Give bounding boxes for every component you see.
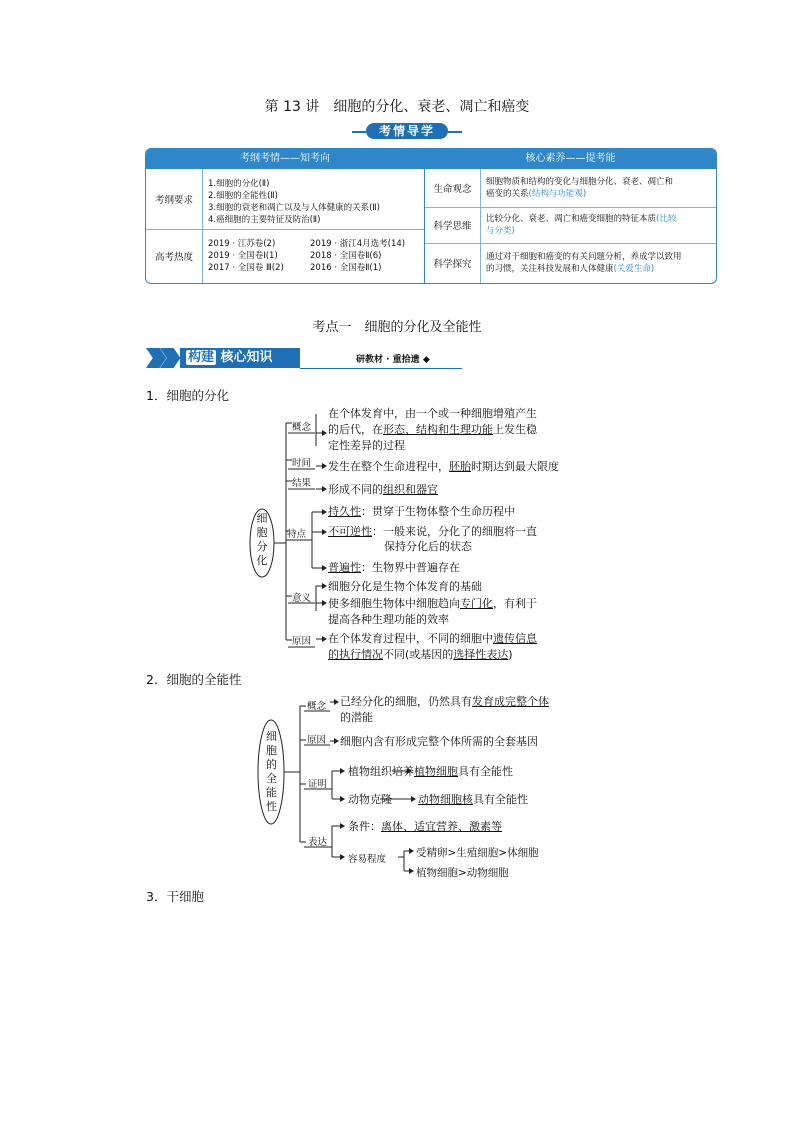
heading-differentiation: 1．细胞的分化	[146, 388, 229, 403]
concept2-line2: 的潜能	[340, 711, 373, 724]
express-4: 植物细胞>动物细胞	[416, 867, 509, 879]
label-time: 时间	[292, 458, 312, 469]
text-science-thinking: 比较分化、衰老、凋亡和癌变细胞的特征本质(比较 与分类)	[486, 214, 677, 236]
label-concept: 概念	[292, 422, 312, 433]
label-proof: 证明	[308, 779, 328, 790]
proof-2-b: 动物细胞核具有全能性	[418, 793, 528, 806]
heading-stem-cells: 3．干细胞	[146, 889, 204, 904]
label-life-concept: 生命观念	[433, 184, 472, 195]
reason-2: 的执行情况不同(或基因的选择性表达)	[328, 648, 513, 661]
banner-label: 考情导学	[366, 123, 448, 139]
feature-3: 普遍性：生物界中普遍存在	[328, 561, 460, 574]
row-label-requirements: 考纲要求	[154, 195, 193, 206]
proof-1-a: 植物组织培养	[348, 765, 414, 778]
proof-2-a: 动物克隆	[348, 793, 392, 806]
bar-label: 构建 核心知识	[180, 348, 300, 368]
feature-2: 不可逆性：一般来说，分化了的细胞将一直	[328, 525, 537, 538]
diagram2-center: 细胞的全能性	[266, 730, 277, 813]
time-text: 发生在整个生命进程中，胚胎时期达到最大限度	[328, 460, 559, 473]
proof-1-b: 植物细胞具有全能性	[414, 765, 513, 778]
label-meaning: 意义	[292, 593, 312, 604]
label-concept-2: 概念	[307, 701, 327, 712]
heat-list-right: 2019 · 浙江4月选考(14) 2018 · 全国卷Ⅱ(6) 2016 · 全国卷Ⅱ(1)	[310, 239, 406, 273]
diagram1-center: 细胞分化	[256, 512, 268, 567]
label-result: 结果	[292, 478, 312, 489]
row-label-heat: 高考热度	[154, 252, 193, 263]
section-title: 考点一 细胞的分化及全能性	[312, 320, 482, 335]
express-2: 容易程度	[348, 854, 387, 865]
label-reason-2: 原因	[307, 735, 327, 746]
meaning-1: 细胞分化是生物个体发育的基础	[328, 580, 482, 593]
text-science-inquiry: 通过对干细胞和癌变的有关问题分析，养成学以致用 的习惯，关注科技发展和人体健康(关爱生命)	[486, 252, 682, 274]
requirements-list: 1.细胞的分化(Ⅱ) 2.细胞的全能性(Ⅱ) 3.细胞的衰老和凋亡以及与人体健康的关系(Ⅱ) 4.癌细胞的主要特征及防治(Ⅱ)	[208, 179, 380, 225]
bar-right-text: 研教材 · 重拾遗 ◆	[356, 355, 430, 365]
meaning-2: 使多细胞生物体中细胞趋向专门化，有利于	[328, 597, 537, 610]
concept-line1: 在个体发育中，由一个或一种细胞增殖产生	[328, 407, 537, 420]
concept-line3: 定性差异的过程	[328, 439, 405, 452]
express-1: 条件：离体、适宜营养、激素等	[348, 820, 502, 833]
text-life-concept: 细胞物质和结构的变化与细胞分化、衰老、凋亡和 癌变的关系(结构与功能观)	[486, 177, 674, 199]
result-text: 形成不同的组织和器官	[328, 483, 438, 496]
concept2-line1: 已经分化的细胞，仍然具有发育成完整个体	[340, 695, 549, 708]
reason-1: 在个体发育过程中，不同的细胞中遗传信息	[328, 632, 537, 645]
table-header-right: 核心素养——提考能	[425, 149, 716, 169]
meaning-3: 提高各种生理功能的效率	[328, 613, 449, 626]
label-feature: 特点	[287, 529, 307, 540]
heading-totipotency: 2．细胞的全能性	[146, 672, 242, 687]
heat-list-left: 2019 · 江苏卷(2) 2019 · 全国卷Ⅰ(1) 2017 · 全国卷 Ⅲ(2)	[208, 239, 284, 273]
label-reason: 原因	[292, 636, 312, 647]
label-science-inquiry: 科学探究	[433, 259, 472, 270]
table-header-left: 考纲考情——知考向	[146, 149, 424, 169]
express-3: 受精卵>生殖细胞>体细胞	[416, 847, 539, 859]
page-title: 第 13 讲 细胞的分化、衰老、凋亡和癌变	[264, 99, 530, 115]
feature-2-cont: 保持分化后的状态	[384, 540, 472, 553]
feature-1: 持久性：贯穿于生物体整个生命历程中	[328, 505, 515, 518]
label-science-thinking: 科学思维	[433, 221, 472, 232]
reason2-text: 细胞内含有形成完整个体所需的全套基因	[340, 735, 538, 748]
concept-line2: 的后代，在形态、结构和生理功能上发生稳	[328, 423, 537, 436]
label-express: 表达	[308, 837, 328, 848]
